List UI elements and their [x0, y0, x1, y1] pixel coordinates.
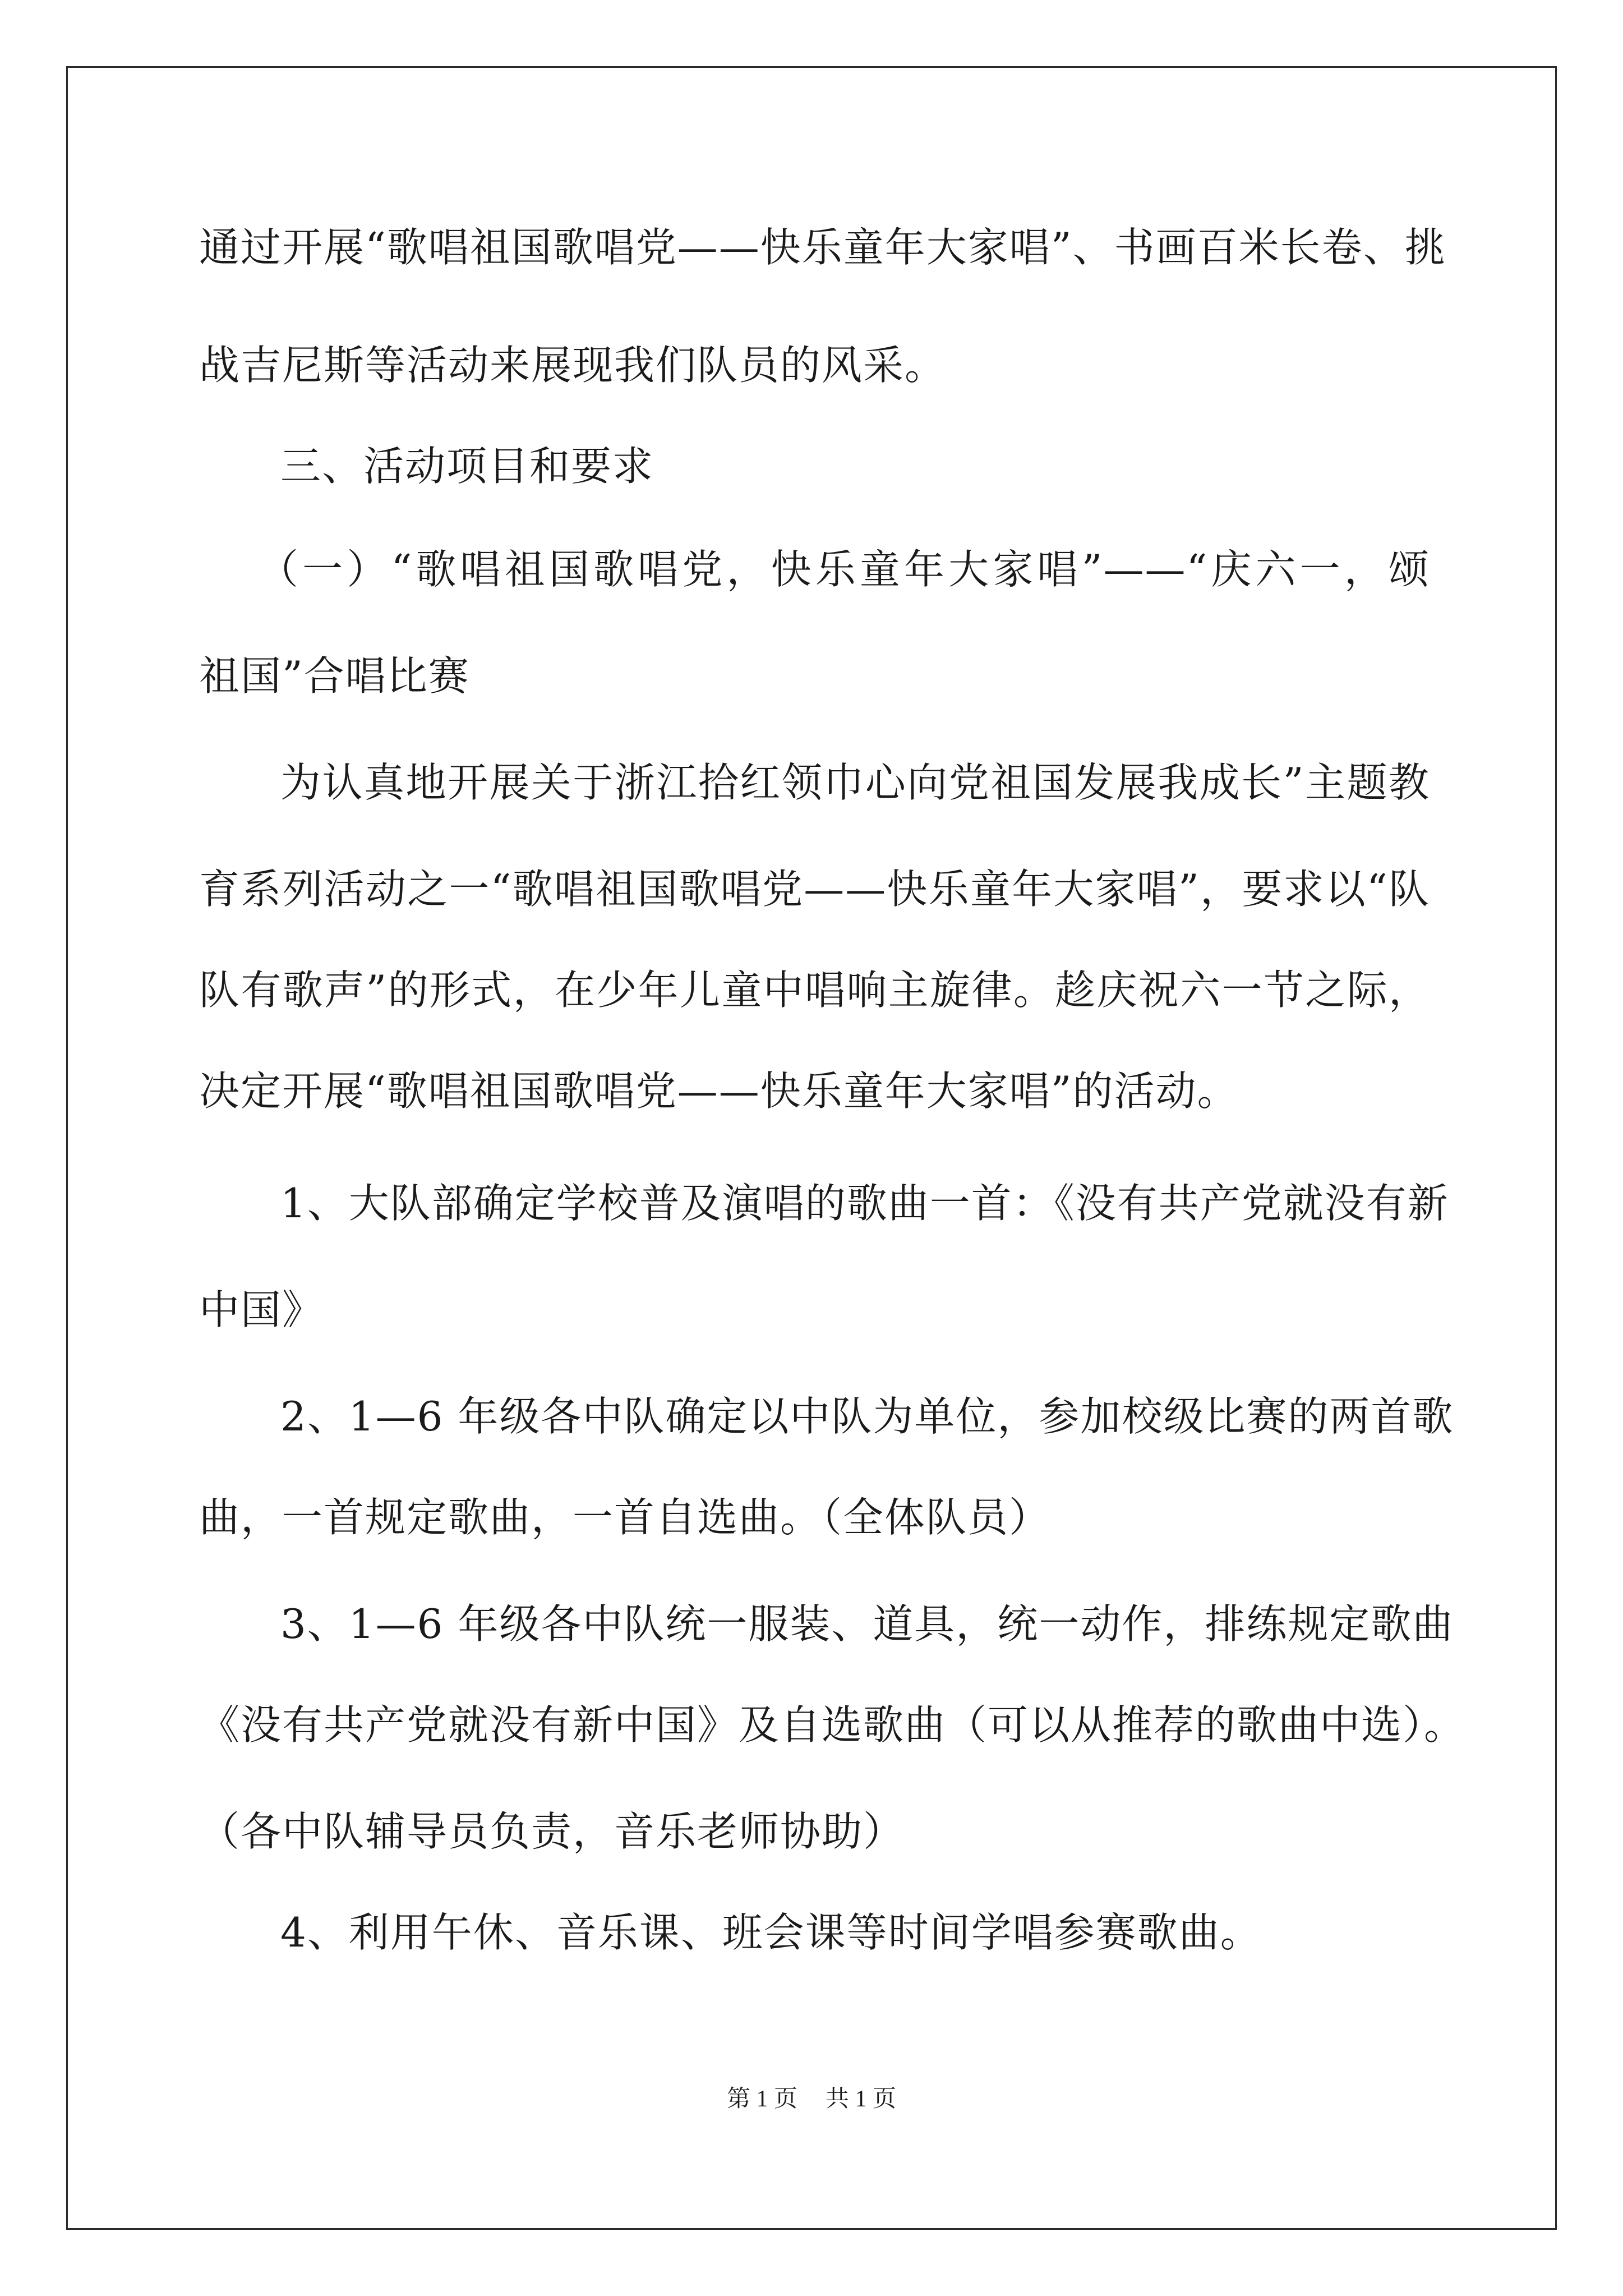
text-line: 《没有共产党就没有新中国》及自选歌曲（可以从推荐的歌曲中选）。: [199, 1701, 1466, 1749]
text-line: 为认真地开展关于浙江拾红领巾心向党祖国发展我成长”主题教: [280, 759, 1430, 806]
list-item: 3、1—6 年级各中队统一服装、道具，统一动作，排练规定歌曲: [280, 1600, 1454, 1648]
text-line: 曲，一首规定歌曲，一首自选曲。（全体队员）: [199, 1494, 1051, 1541]
page-footer: [0, 2083, 1623, 2115]
list-item: 2、1—6 年级各中队确定以中队为单位，参加校级比赛的两首歌: [280, 1393, 1454, 1440]
text-line: 祖国”合唱比赛: [199, 652, 470, 700]
text-line: 中国》: [199, 1286, 324, 1333]
text-line: 育系列活动之一“歌唱祖国歌唱党——快乐童年大家唱”，要求以“队: [199, 866, 1430, 913]
section-heading: 三、活动项目和要求: [280, 443, 654, 490]
subsection-heading: （一）“歌唱祖国歌唱党，快乐童年大家唱”——“庆六一，颂: [258, 546, 1430, 593]
list-item: 1、大队部确定学校普及演唱的歌曲一首：《没有共产党就没有新: [280, 1180, 1449, 1227]
text-line: （各中队辅导员负责，音乐老师协助）: [199, 1808, 905, 1855]
page-border: [66, 66, 1557, 2230]
text-line: 战吉尼斯等活动来展现我们队员的风采。: [199, 342, 947, 389]
text-line: 决定开展“歌唱祖国歌唱党——快乐童年大家唱”的活动。: [199, 1068, 1239, 1115]
text-line: 通过开展“歌唱祖国歌唱党——快乐童年大家唱”、书画百米长卷、挑: [199, 224, 1446, 271]
list-item: 4、利用午休、音乐课、班会课等时间学唱参赛歌曲。: [280, 1909, 1262, 1956]
page-number-current: 第 1 页: [726, 2086, 797, 2112]
text-line: 队有歌声”的形式，在少年儿童中唱响主旋律。趁庆祝六一节之际，: [199, 967, 1430, 1014]
page-number-total: 共 1 页: [826, 2086, 897, 2112]
